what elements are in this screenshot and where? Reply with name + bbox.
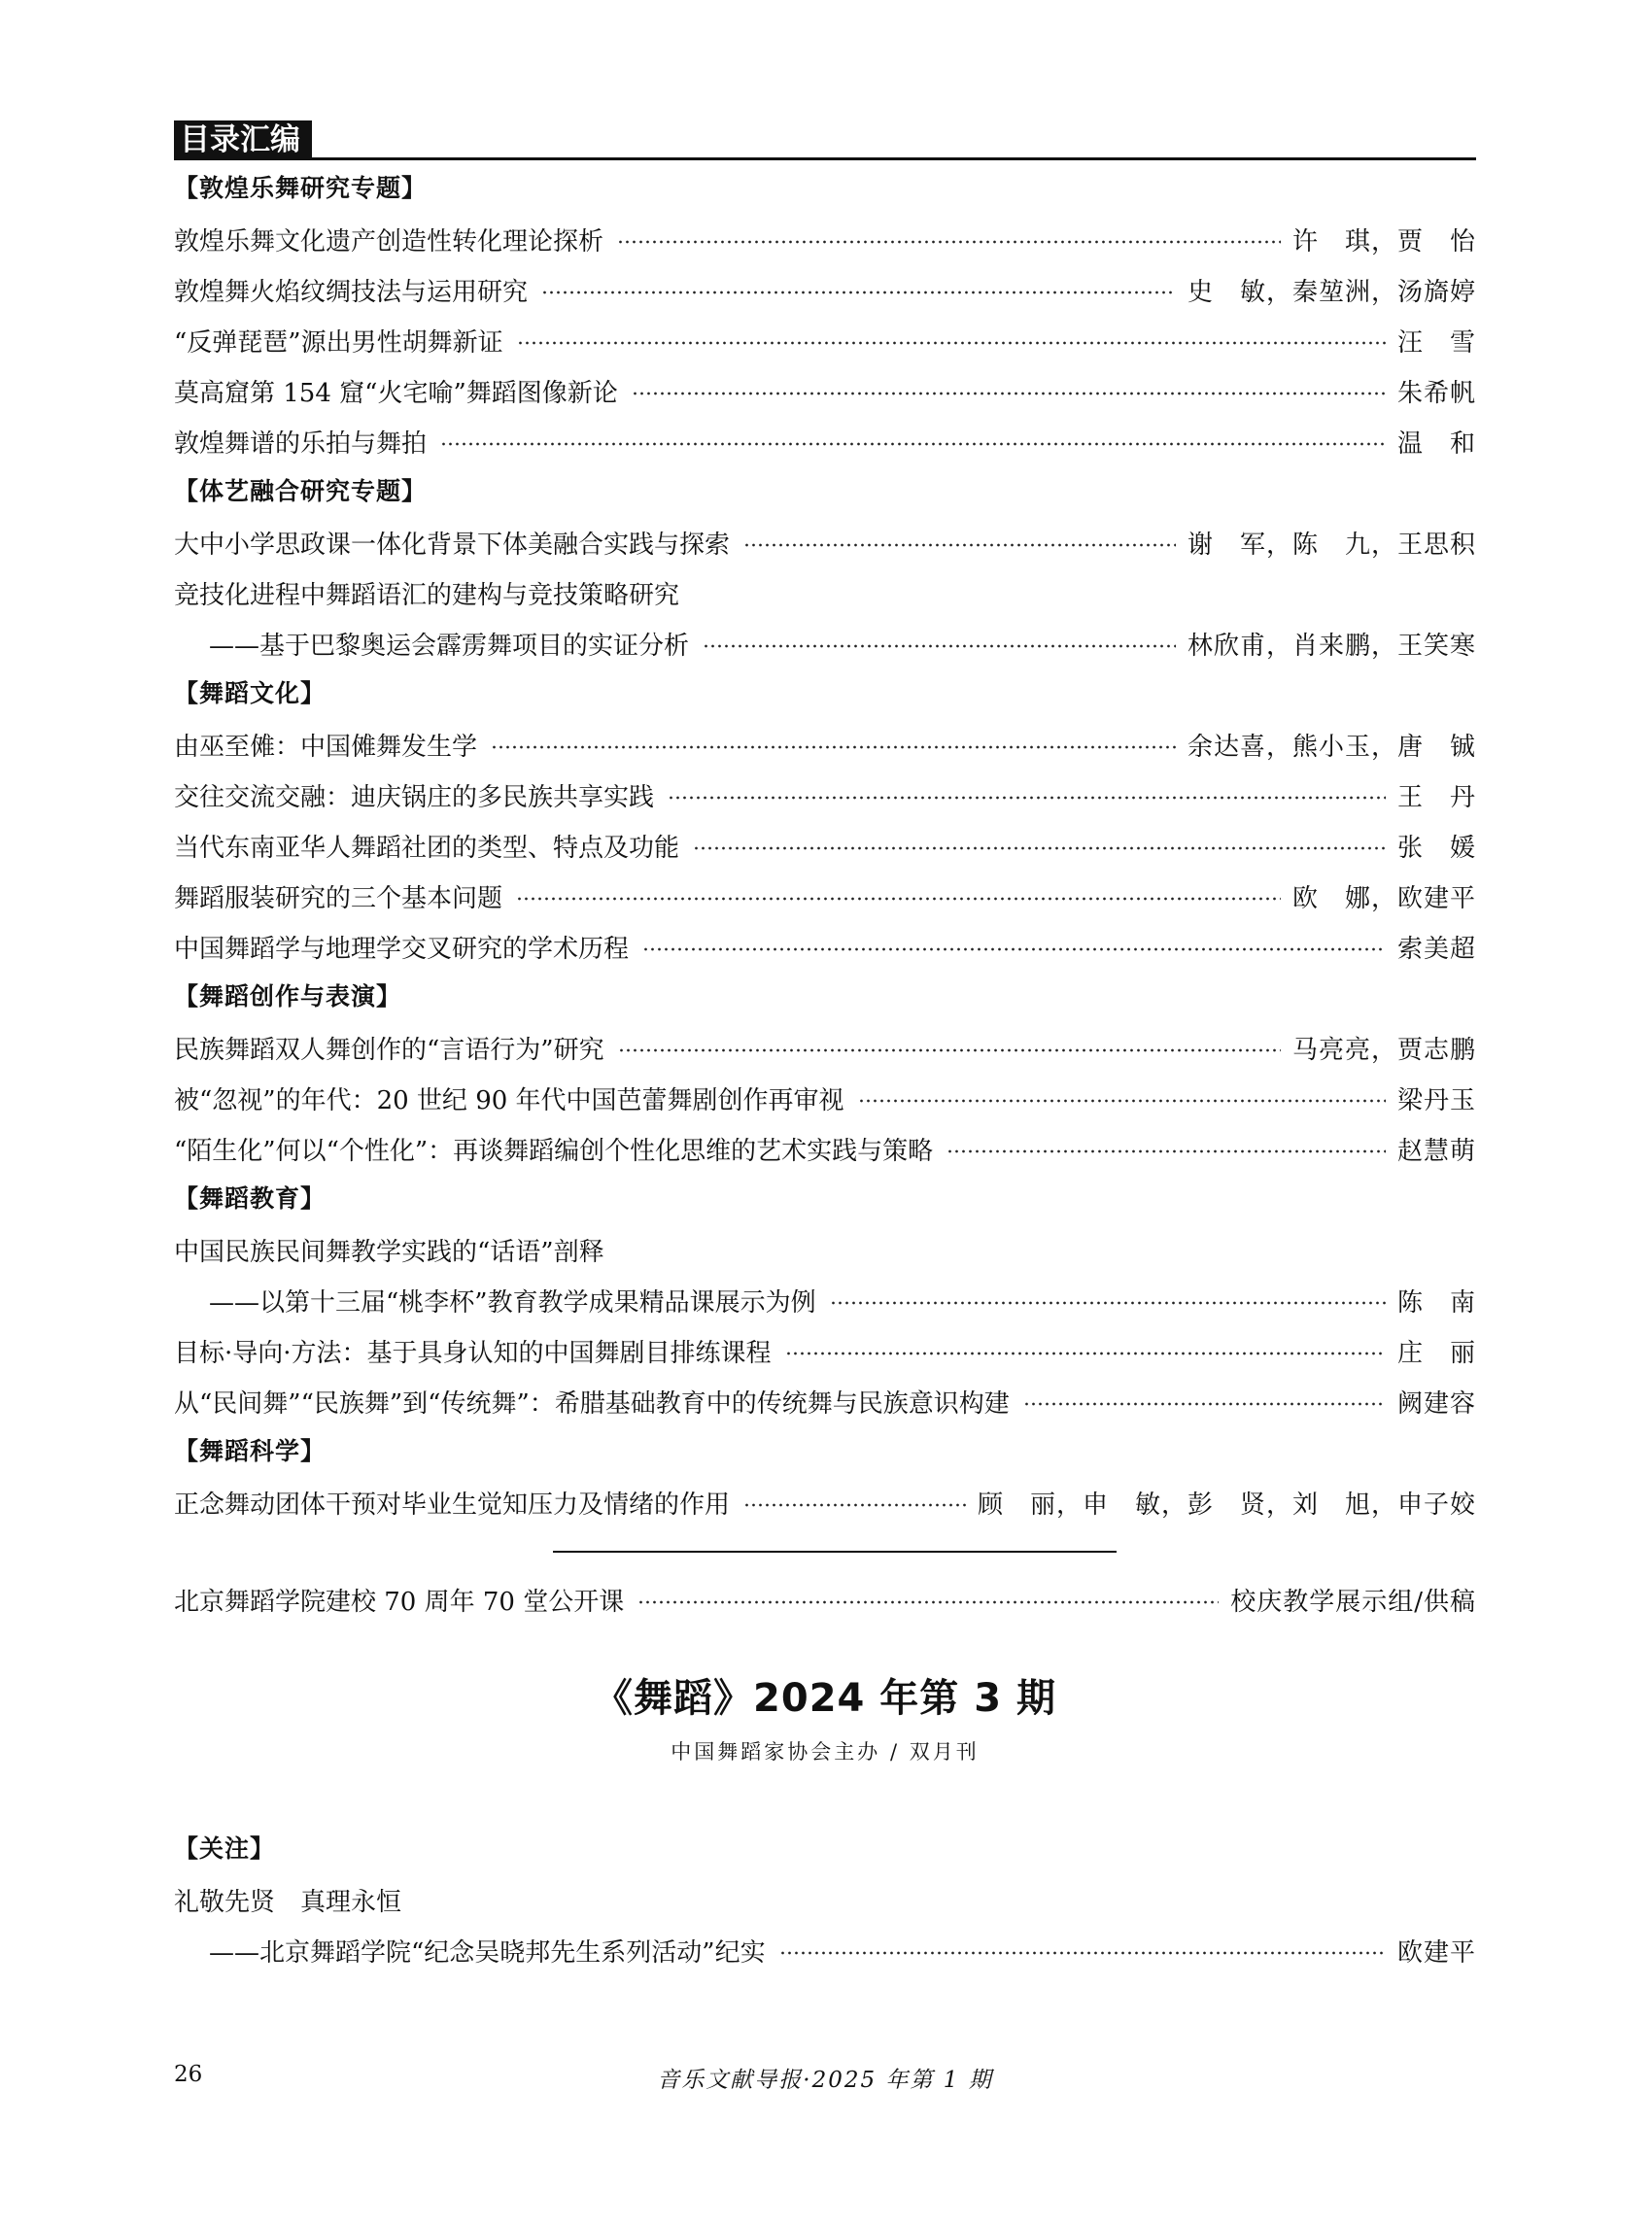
dot-leader (703, 644, 1176, 648)
entry-title: 中国民族民间舞教学实践的“话语”剖释 (174, 1237, 604, 1267)
toc-entry[interactable] (174, 1574, 1476, 1625)
entry-title: 竞技化进程中舞蹈语汇的建构与竞技策略研究 (174, 580, 680, 610)
toc-entry[interactable] (174, 214, 1476, 264)
entry-title: 由巫至傩：中国傩舞发生学 (174, 732, 478, 762)
entry-title: 敦煌舞谱的乐拍与舞拍 (174, 428, 428, 459)
entry-title: 莫高窟第 154 窟“火宅喻”舞蹈图像新论 (174, 378, 618, 408)
dot-leader (785, 1352, 1386, 1355)
entry-authors: 谢 军，陈 九，王思积 (1187, 530, 1476, 560)
entry-title: 被“忽视”的年代：20 世纪 90 年代中国芭蕾舞剧创作再审视 (174, 1085, 844, 1115)
toc-entry[interactable] (174, 416, 1476, 466)
page-number: 26 (174, 2062, 203, 2087)
entry-title: 大中小学思政课一体化背景下体美融合实践与探索 (174, 530, 731, 560)
entry-authors: 校庆教学展示组/供稿 (1230, 1587, 1476, 1617)
dot-leader (618, 1048, 1281, 1052)
section-heading: 【舞蹈文化】 (174, 679, 327, 707)
dot-leader (858, 1099, 1386, 1103)
dot-leader (440, 442, 1386, 446)
entry-title: 当代东南亚华人舞蹈社团的类型、特点及功能 (174, 833, 680, 863)
toc-entry[interactable] (174, 1224, 1476, 1275)
toc-entry[interactable] (174, 1376, 1476, 1426)
dot-leader (830, 1301, 1386, 1305)
entry-title: 交往交流交融：迪庆锅庄的多民族共享实践 (174, 782, 655, 812)
entry-authors: 庄 丽 (1396, 1338, 1476, 1368)
toc-entry[interactable] (174, 618, 1476, 668)
entry-authors: 张 媛 (1396, 833, 1476, 863)
entry-title: 礼敬先贤 真理永恒 (174, 1887, 402, 1917)
entry-title: 民族舞蹈双人舞创作的“言语行为”研究 (174, 1035, 604, 1065)
toc-entry[interactable] (174, 719, 1476, 770)
header-rule (174, 157, 1476, 160)
entry-title: 敦煌乐舞文化遗产创造性转化理论探析 (174, 226, 604, 257)
toc-entry[interactable] (174, 1477, 1476, 1527)
entry-authors: 欧 娜，欧建平 (1291, 883, 1476, 913)
entry-title: 北京舞蹈学院建校 70 周年 70 堂公开课 (174, 1587, 625, 1617)
entry-title: 舞蹈服装研究的三个基本问题 (174, 883, 503, 913)
entry-authors: 余达喜，熊小玉，唐 铖 (1187, 732, 1476, 762)
entry-authors: 索美超 (1396, 934, 1476, 964)
dot-leader (1023, 1402, 1386, 1406)
dot-leader (743, 1503, 966, 1507)
toc-entry[interactable] (174, 1022, 1476, 1073)
entry-authors: 阙建容 (1396, 1388, 1476, 1419)
header-label: 目录汇编 (174, 120, 312, 159)
journal-footer: 音乐文献导报·2025 年第 1 期 (657, 2068, 993, 2093)
toc-entry[interactable] (174, 517, 1476, 567)
entry-title: “反弹琵琶”源出男性胡舞新证 (174, 327, 503, 358)
entry-authors: 王 丹 (1396, 782, 1476, 812)
entry-authors: 梁丹玉 (1396, 1085, 1476, 1115)
section-heading: 【关注】 (174, 1834, 276, 1863)
entry-authors: 朱希帆 (1396, 378, 1476, 408)
toc-entry[interactable] (174, 921, 1476, 972)
entry-authors: 许 琪，贾 怡 (1291, 226, 1476, 257)
toc-entry[interactable] (174, 264, 1476, 315)
toc-entry[interactable] (174, 1874, 1476, 1925)
section-heading: 【体艺融合研究专题】 (174, 477, 428, 505)
entry-subtitle: ——以第十三届“桃李杯”教育教学成果精品课展示为例 (209, 1287, 816, 1318)
entry-authors: 马亮亮，贾志鹏 (1291, 1035, 1476, 1065)
toc-entry[interactable] (174, 770, 1476, 820)
dot-leader (946, 1149, 1386, 1153)
entry-authors: 汪 雪 (1396, 327, 1476, 358)
dot-leader (617, 240, 1281, 244)
toc-entry[interactable] (174, 1123, 1476, 1174)
toc-entry[interactable] (174, 567, 1476, 618)
toc-entry[interactable] (174, 365, 1476, 416)
toc-entry[interactable] (174, 1925, 1476, 1975)
dot-leader (632, 392, 1386, 395)
entry-authors: 林欣甫，肖来鹏，王笑寒 (1187, 631, 1476, 661)
dot-leader (642, 947, 1386, 951)
entry-title: 目标·导向·方法：基于具身认知的中国舞剧目排练课程 (174, 1338, 772, 1368)
entry-authors: 史 敏，秦堃洲，汤旖婷 (1187, 277, 1476, 307)
dot-leader (668, 796, 1386, 800)
issue-toc-list (174, 1824, 1476, 1975)
toc-entry[interactable] (174, 315, 1476, 365)
entry-title: 中国舞蹈学与地理学交叉研究的学术历程 (174, 934, 630, 964)
section-heading: 【敦煌乐舞研究专题】 (174, 174, 428, 202)
entry-title: 敦煌舞火焰纹绸技法与运用研究 (174, 277, 529, 307)
dot-leader (516, 897, 1281, 901)
toc-entry[interactable] (174, 820, 1476, 871)
dot-leader (517, 341, 1386, 345)
dot-leader (693, 846, 1386, 850)
dot-leader (743, 543, 1176, 547)
entry-authors: 顾 丽，申 敏，彭 贤，刘 旭，申子姣 (977, 1490, 1476, 1520)
toc-entry[interactable] (174, 871, 1476, 921)
entry-authors: 赵慧萌 (1396, 1136, 1476, 1166)
toc-page (174, 120, 1476, 1975)
entry-title: “陌生化”何以“个性化”：再谈舞蹈编创个性化思维的艺术实践与策略 (174, 1136, 934, 1166)
section-heading: 【舞蹈教育】 (174, 1184, 327, 1213)
section-heading: 【舞蹈创作与表演】 (174, 982, 402, 1011)
section-header (174, 120, 1476, 163)
entry-authors: 陈 南 (1396, 1287, 1476, 1318)
toc-entry[interactable] (174, 1325, 1476, 1376)
toc-list (174, 163, 1476, 1527)
entry-title: 从“民间舞”“民族舞”到“传统舞”：希腊基础教育中的传统舞与民族意识构建 (174, 1388, 1010, 1419)
dot-leader (779, 1951, 1386, 1955)
entry-title: 正念舞动团体干预对毕业生觉知压力及情绪的作用 (174, 1490, 731, 1520)
entry-authors: 温 和 (1396, 428, 1476, 459)
entry-authors: 欧建平 (1396, 1937, 1476, 1968)
issue-subtitle: 中国舞蹈家协会主办 / 双月刊 (671, 1740, 980, 1764)
section-heading: 【舞蹈科学】 (174, 1437, 327, 1465)
dot-leader (541, 291, 1176, 294)
entry-subtitle: ——北京舞蹈学院“纪念吴晓邦先生系列活动”纪实 (209, 1937, 766, 1968)
toc-entry[interactable] (174, 1073, 1476, 1123)
dot-leader (637, 1600, 1219, 1604)
entry-subtitle: ——基于巴黎奥运会霹雳舞项目的实证分析 (209, 631, 690, 661)
toc-entry[interactable] (174, 1275, 1476, 1325)
dot-leader (491, 745, 1176, 749)
issue-title: 《舞蹈》2024 年第 3 期 (594, 1676, 1056, 1721)
divider-line (553, 1551, 1117, 1553)
